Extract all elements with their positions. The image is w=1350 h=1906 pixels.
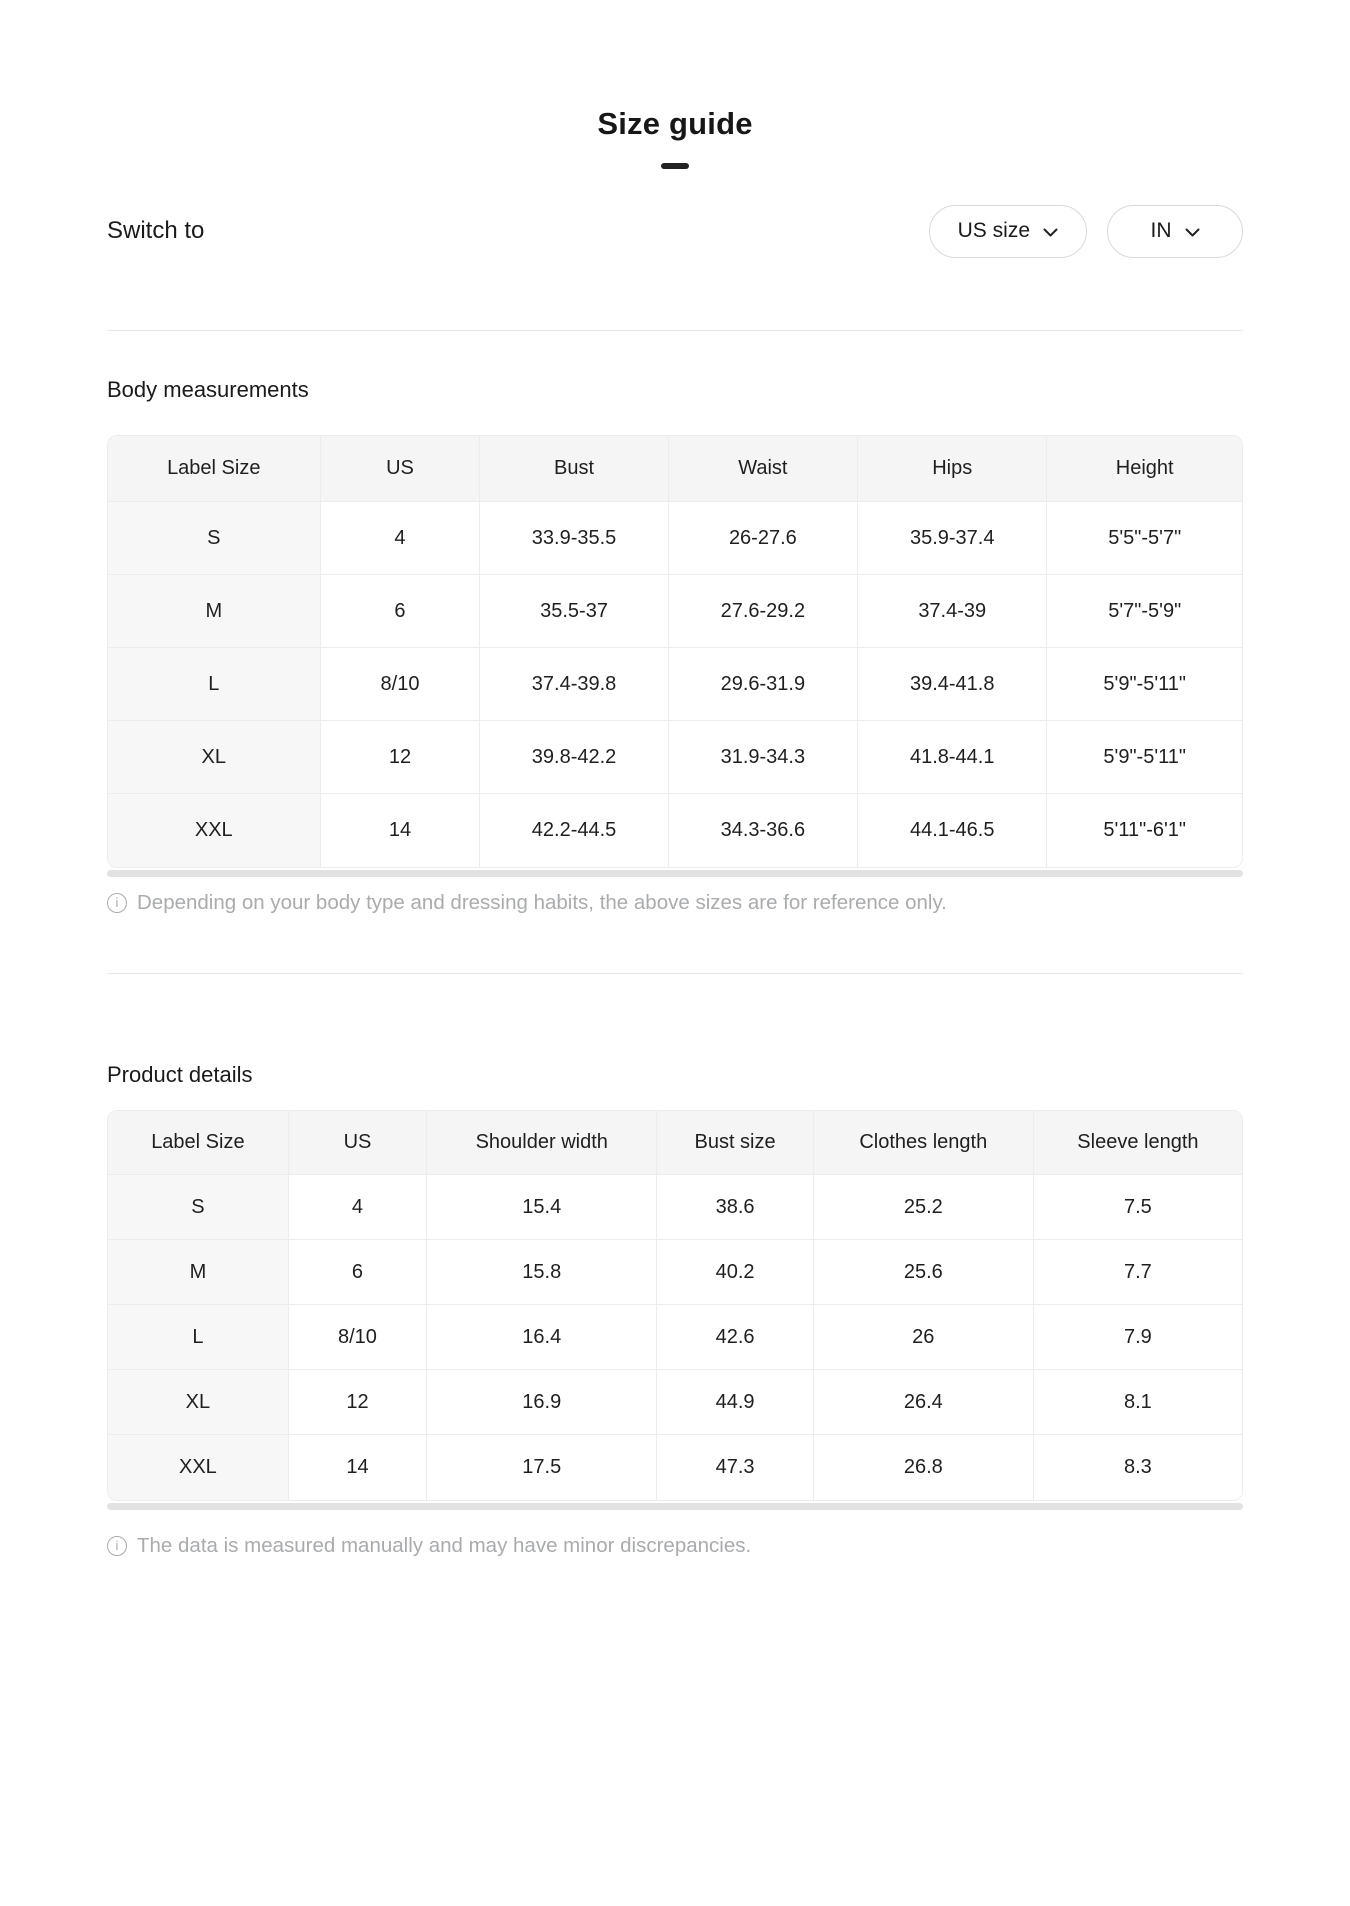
table-cell: S	[108, 1175, 288, 1240]
divider	[107, 330, 1243, 331]
table-cell: 37.4-39	[858, 575, 1047, 648]
table-cell: 26	[813, 1305, 1033, 1370]
table-cell: 7.7	[1033, 1240, 1242, 1305]
column-header: Label Size	[108, 1111, 288, 1175]
table-cell: 44.1-46.5	[858, 794, 1047, 867]
table-cell: 38.6	[657, 1175, 813, 1240]
column-header: Clothes length	[813, 1111, 1033, 1175]
table-cell: 26-27.6	[668, 502, 857, 575]
switch-bar	[107, 205, 1243, 258]
table-cell: 25.6	[813, 1240, 1033, 1305]
table-cell: 25.2	[813, 1175, 1033, 1240]
table-cell: 16.4	[427, 1305, 657, 1370]
chevron-down-icon	[1185, 220, 1200, 244]
table-row	[108, 648, 1242, 721]
table-row	[108, 1305, 1242, 1370]
table-cell: 4	[288, 1175, 426, 1240]
size-system-dropdown[interactable]	[929, 205, 1087, 258]
size-guide-page	[0, 106, 1350, 1598]
horizontal-scrollbar[interactable]	[107, 1503, 1243, 1510]
table-cell: 7.5	[1033, 1175, 1242, 1240]
table-cell: L	[108, 1305, 288, 1370]
title-underline	[661, 163, 689, 169]
column-header: Sleeve length	[1033, 1111, 1242, 1175]
table-cell: 8/10	[320, 648, 480, 721]
table-cell: 8.3	[1033, 1435, 1242, 1500]
table-cell: 14	[320, 794, 480, 867]
info-icon: i	[107, 893, 127, 913]
table-cell: 16.9	[427, 1370, 657, 1435]
table-cell: 14	[288, 1435, 426, 1500]
product-details-heading: Product details	[107, 1061, 253, 1087]
table-cell: 31.9-34.3	[668, 721, 857, 794]
column-header: Label Size	[108, 436, 320, 502]
horizontal-scrollbar[interactable]	[107, 870, 1243, 877]
table-cell: XL	[108, 1370, 288, 1435]
chevron-down-icon	[1043, 220, 1058, 244]
table-cell: 15.8	[427, 1240, 657, 1305]
table-cell: 35.5-37	[480, 575, 668, 648]
switch-dropdowns	[929, 205, 1243, 258]
table-row	[108, 502, 1242, 575]
table-cell: 39.8-42.2	[480, 721, 668, 794]
table-cell: 29.6-31.9	[668, 648, 857, 721]
table-cell: 4	[320, 502, 480, 575]
column-header: Bust	[480, 436, 668, 502]
info-icon: i	[107, 1536, 127, 1556]
table-cell: 7.9	[1033, 1305, 1242, 1370]
note-text: Depending on your body type and dressing habits, the above sizes are for reference only.	[137, 890, 947, 914]
header-row	[108, 436, 1242, 502]
table-cell: 5'9"-5'11"	[1047, 648, 1242, 721]
table-cell: 42.2-44.5	[480, 794, 668, 867]
table-cell: L	[108, 648, 320, 721]
table-cell: 6	[288, 1240, 426, 1305]
body-measurements-note	[107, 891, 1243, 915]
table-cell: 5'9"-5'11"	[1047, 721, 1242, 794]
column-header: Hips	[858, 436, 1047, 502]
product-details-table	[107, 1110, 1243, 1501]
table-cell: S	[108, 502, 320, 575]
table-cell: 39.4-41.8	[858, 648, 1047, 721]
product-details-note	[107, 1534, 1243, 1558]
table-cell: 41.8-44.1	[858, 721, 1047, 794]
body-measurements-heading: Body measurements	[107, 376, 309, 402]
column-header: US	[288, 1111, 426, 1175]
column-header: Waist	[668, 436, 857, 502]
table-cell: 47.3	[657, 1435, 813, 1500]
table-row	[108, 1370, 1242, 1435]
column-header: Shoulder width	[427, 1111, 657, 1175]
table-cell: XXL	[108, 794, 320, 867]
unit-value: IN	[1150, 219, 1172, 243]
table-row	[108, 1175, 1242, 1240]
table-cell: XL	[108, 721, 320, 794]
table-row	[108, 721, 1242, 794]
table-cell: M	[108, 575, 320, 648]
column-header: Bust size	[657, 1111, 813, 1175]
table-cell: 34.3-36.6	[668, 794, 857, 867]
table-cell: 12	[288, 1370, 426, 1435]
note-text: The data is measured manually and may have minor discrepancies.	[137, 1533, 752, 1557]
table-cell: M	[108, 1240, 288, 1305]
size-system-value: US size	[957, 219, 1030, 243]
table-cell: 6	[320, 575, 480, 648]
table-cell: 33.9-35.5	[480, 502, 668, 575]
table-cell: 5'7"-5'9"	[1047, 575, 1242, 648]
table-cell: 8/10	[288, 1305, 426, 1370]
header-row	[108, 1111, 1242, 1175]
table-cell: 26.8	[813, 1435, 1033, 1500]
table-row	[108, 575, 1242, 648]
table-cell: 15.4	[427, 1175, 657, 1240]
table-cell: 8.1	[1033, 1370, 1242, 1435]
unit-dropdown[interactable]	[1107, 205, 1243, 258]
divider	[107, 973, 1243, 974]
table-cell: 27.6-29.2	[668, 575, 857, 648]
table-cell: 37.4-39.8	[480, 648, 668, 721]
table-cell: 5'5"-5'7"	[1047, 502, 1242, 575]
table-cell: 42.6	[657, 1305, 813, 1370]
switch-to-label: Switch to	[107, 217, 205, 245]
page-title: Size guide	[597, 106, 753, 141]
table-row	[108, 1240, 1242, 1305]
table-cell: 40.2	[657, 1240, 813, 1305]
table-cell: 12	[320, 721, 480, 794]
column-header: US	[320, 436, 480, 502]
table-cell: 35.9-37.4	[858, 502, 1047, 575]
table-row	[108, 794, 1242, 867]
table-row	[108, 1435, 1242, 1500]
table-cell: 5'11"-6'1"	[1047, 794, 1242, 867]
body-measurements-table	[107, 435, 1243, 868]
table-cell: 17.5	[427, 1435, 657, 1500]
column-header: Height	[1047, 436, 1242, 502]
table-cell: 44.9	[657, 1370, 813, 1435]
table-cell: XXL	[108, 1435, 288, 1500]
table-cell: 26.4	[813, 1370, 1033, 1435]
